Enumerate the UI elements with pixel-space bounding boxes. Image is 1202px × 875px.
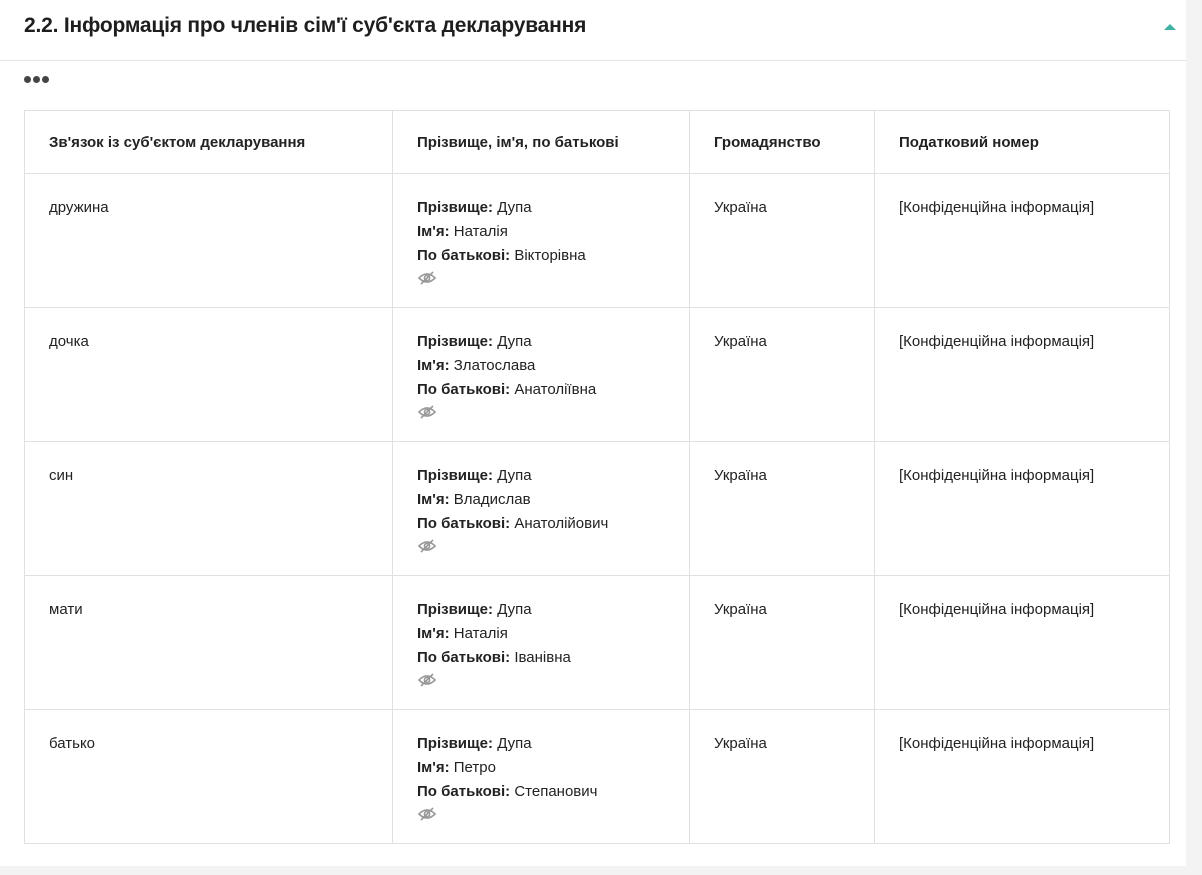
name-value: Петро xyxy=(453,759,496,776)
column-header-full-name: Прізвище, ім'я, по батькові xyxy=(393,111,690,174)
name-label: Ім'я: xyxy=(417,357,450,374)
table-row xyxy=(25,442,1170,576)
citizenship-cell: Україна xyxy=(690,576,875,710)
eye-slash-icon[interactable] xyxy=(417,672,437,688)
name-value: Наталія xyxy=(453,625,508,642)
relation-cell: дружина xyxy=(25,174,393,308)
table-row xyxy=(25,576,1170,710)
patronymic-value: Степанович xyxy=(514,783,598,800)
citizenship-cell: Україна xyxy=(690,308,875,442)
patronymic-label: По батькові: xyxy=(417,247,511,264)
surname-value: Дупа xyxy=(497,467,532,484)
tax-number-cell: [Конфіденційна інформація] xyxy=(875,576,1170,710)
name-label: Ім'я: xyxy=(417,491,450,508)
patronymic-value: Іванівна xyxy=(514,649,571,666)
surname-value: Дупа xyxy=(497,333,532,350)
name-value: Златослава xyxy=(453,357,536,374)
surname-label: Прізвище: xyxy=(417,735,494,752)
citizenship-cell: Україна xyxy=(690,174,875,308)
surname-value: Дупа xyxy=(497,199,532,216)
name-value: Владислав xyxy=(453,491,531,508)
relation-cell: син xyxy=(25,442,393,576)
patronymic-value: Вікторівна xyxy=(514,247,586,264)
relation-cell: дочка xyxy=(25,308,393,442)
column-header-tax-number: Податковий номер xyxy=(875,111,1170,174)
eye-slash-icon[interactable] xyxy=(417,270,437,286)
table-header-row xyxy=(25,111,1170,174)
surname-label: Прізвище: xyxy=(417,467,494,484)
patronymic-label: По батькові: xyxy=(417,783,511,800)
name-label: Ім'я: xyxy=(417,625,450,642)
relation-cell: батько xyxy=(25,710,393,844)
tax-number-cell: [Конфіденційна інформація] xyxy=(875,710,1170,844)
eye-slash-icon[interactable] xyxy=(417,538,437,554)
collapse-arrow-icon[interactable] xyxy=(1164,24,1176,30)
patronymic-label: По батькові: xyxy=(417,515,511,532)
patronymic-label: По батькові: xyxy=(417,649,511,666)
relation-cell: мати xyxy=(25,576,393,710)
name-value: Наталія xyxy=(453,223,508,240)
section-header xyxy=(0,0,1186,61)
full-name-cell xyxy=(393,710,690,844)
tax-number-cell: [Конфіденційна інформація] xyxy=(875,442,1170,576)
column-header-relation: Зв'язок із суб'єктом декларування xyxy=(25,111,393,174)
surname-value: Дупа xyxy=(497,601,532,618)
surname-label: Прізвище: xyxy=(417,601,494,618)
patronymic-value: Анатолійович xyxy=(514,515,609,532)
section-title: 2.2. Інформація про членів сім'ї суб'єкта декларування xyxy=(24,14,587,37)
name-label: Ім'я: xyxy=(417,759,450,776)
table-row xyxy=(25,174,1170,308)
citizenship-cell: Україна xyxy=(690,710,875,844)
column-header-citizenship: Громадянство xyxy=(690,111,875,174)
tax-number-cell: [Конфіденційна інформація] xyxy=(875,174,1170,308)
patronymic-label: По батькові: xyxy=(417,381,511,398)
table-row xyxy=(25,710,1170,844)
tax-number-cell: [Конфіденційна інформація] xyxy=(875,308,1170,442)
more-options-icon[interactable] xyxy=(24,76,49,83)
surname-value: Дупа xyxy=(497,735,532,752)
citizenship-cell: Україна xyxy=(690,442,875,576)
eye-slash-icon[interactable] xyxy=(417,806,437,822)
table-row xyxy=(25,308,1170,442)
patronymic-value: Анатоліївна xyxy=(514,381,597,398)
full-name-cell xyxy=(393,442,690,576)
surname-label: Прізвище: xyxy=(417,199,494,216)
full-name-cell xyxy=(393,576,690,710)
family-members-table xyxy=(24,110,1170,844)
full-name-cell xyxy=(393,308,690,442)
name-label: Ім'я: xyxy=(417,223,450,240)
surname-label: Прізвище: xyxy=(417,333,494,350)
full-name-cell xyxy=(393,174,690,308)
eye-slash-icon[interactable] xyxy=(417,404,437,420)
